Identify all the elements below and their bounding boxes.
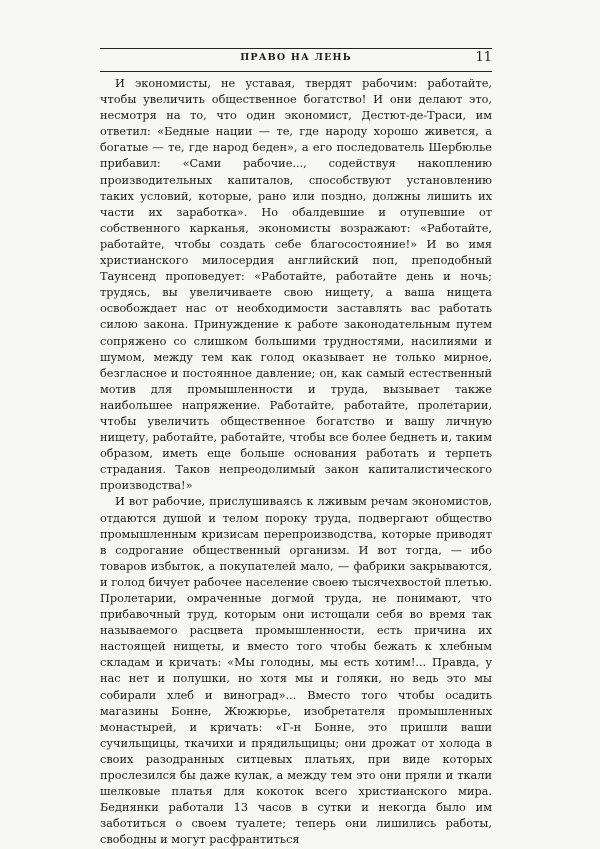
page-number: 11: [475, 50, 492, 65]
page-body: [100, 76, 492, 849]
paragraph-2: И вот рабочие, прислушиваясь к лживым речам экономистов, отдаются душой и телом пороку труда, подвергают общество промышленным кризисам перепроизводства, которые приводят в содрогание общественный организм. И вот тогда, — ибо товаров избыток, а покупателей мало, — фабрики закрываются, и голод бичует рабочее население своею тысячехвостой плетью. Пролетарии, омраченные догмой труда, не понимают, что прибавочный труд, которым они истощали себя во время так называемого расцвета промышленности, есть причина их настоящей нищеты, и вместо того чтобы бежать к хлебным складам и кричать: «Мы голодны, мы есть хотим!... Правда, у нас нет и полушки, но хотя мы и голяки, но ведь это мы собирали хлеб и виноград»... Вместо того чтобы осадить магазины Бонне, Жюжюрье, изобретателя промышленных монастырей, и кричать: «Г-н Бонне, это пришли ваши сучильщицы, ткачихи и прядильщицы; они дрожат от холода в своих разодранных ситцевых платьях, при виде которых прослезился бы даже кулак, а между тем это они пряли и ткали шелковые платья для кокоток всего христианского мира. Беднянки работали 13 часов в сутки и некогда было им заботиться о своем туалете; теперь они лишились работы, свободны и могут расфрантиться: [100, 495, 492, 847]
running-title: ПРАВО НА ЛЕНЬ: [240, 52, 352, 63]
running-header: [100, 48, 492, 72]
paragraph-1: И экономисты, не уставая, твердят рабочим: работайте, чтобы увеличить общественное богатство! И они делают это, несмотря на то, что один экономист, Дестют-де-Траси, им ответил: «Бедные нации — те, где народу хорошо живется, а богатые — те, где народ беден», а его последователь Шербюлье прибавил: «Сами рабочие..., содействуя накоплению производительных капиталов, способствуют установлению таких условий, которые, рано или поздно, должны лишить их части их заработка». Но обалдевшие и отупевшие от собственного карканья, экономисты возражают: «Работайте, работайте, чтобы создать себе благосостояние!» И во имя христианского милосердия английский поп, преподобный Таунсенд проповедует: «Работайте, работайте день и ночь; трудясь, вы увеличиваете свою нищету, а ваша нищета освобождает нас от необходимости заставлять вас работать силою закона. Принуждение к работе законодательным путем сопряжено со слишком большими трудностями, насилиями и шумом, между тем как голод оказывает не только мирное, безгласное и постоянное давление; он, как самый естественный мотив для промышленности и труда, вызывает также наибольшее напряжение. Работайте, работайте, пролетарии, чтобы увеличить общественное богатство и вашу личную нищету, работайте, работайте, чтобы все более беднеть и, таким образом, иметь еще больше основания работать и терпеть страдания. Таков непреодолимый закон капиталистического производства!»: [100, 77, 492, 493]
